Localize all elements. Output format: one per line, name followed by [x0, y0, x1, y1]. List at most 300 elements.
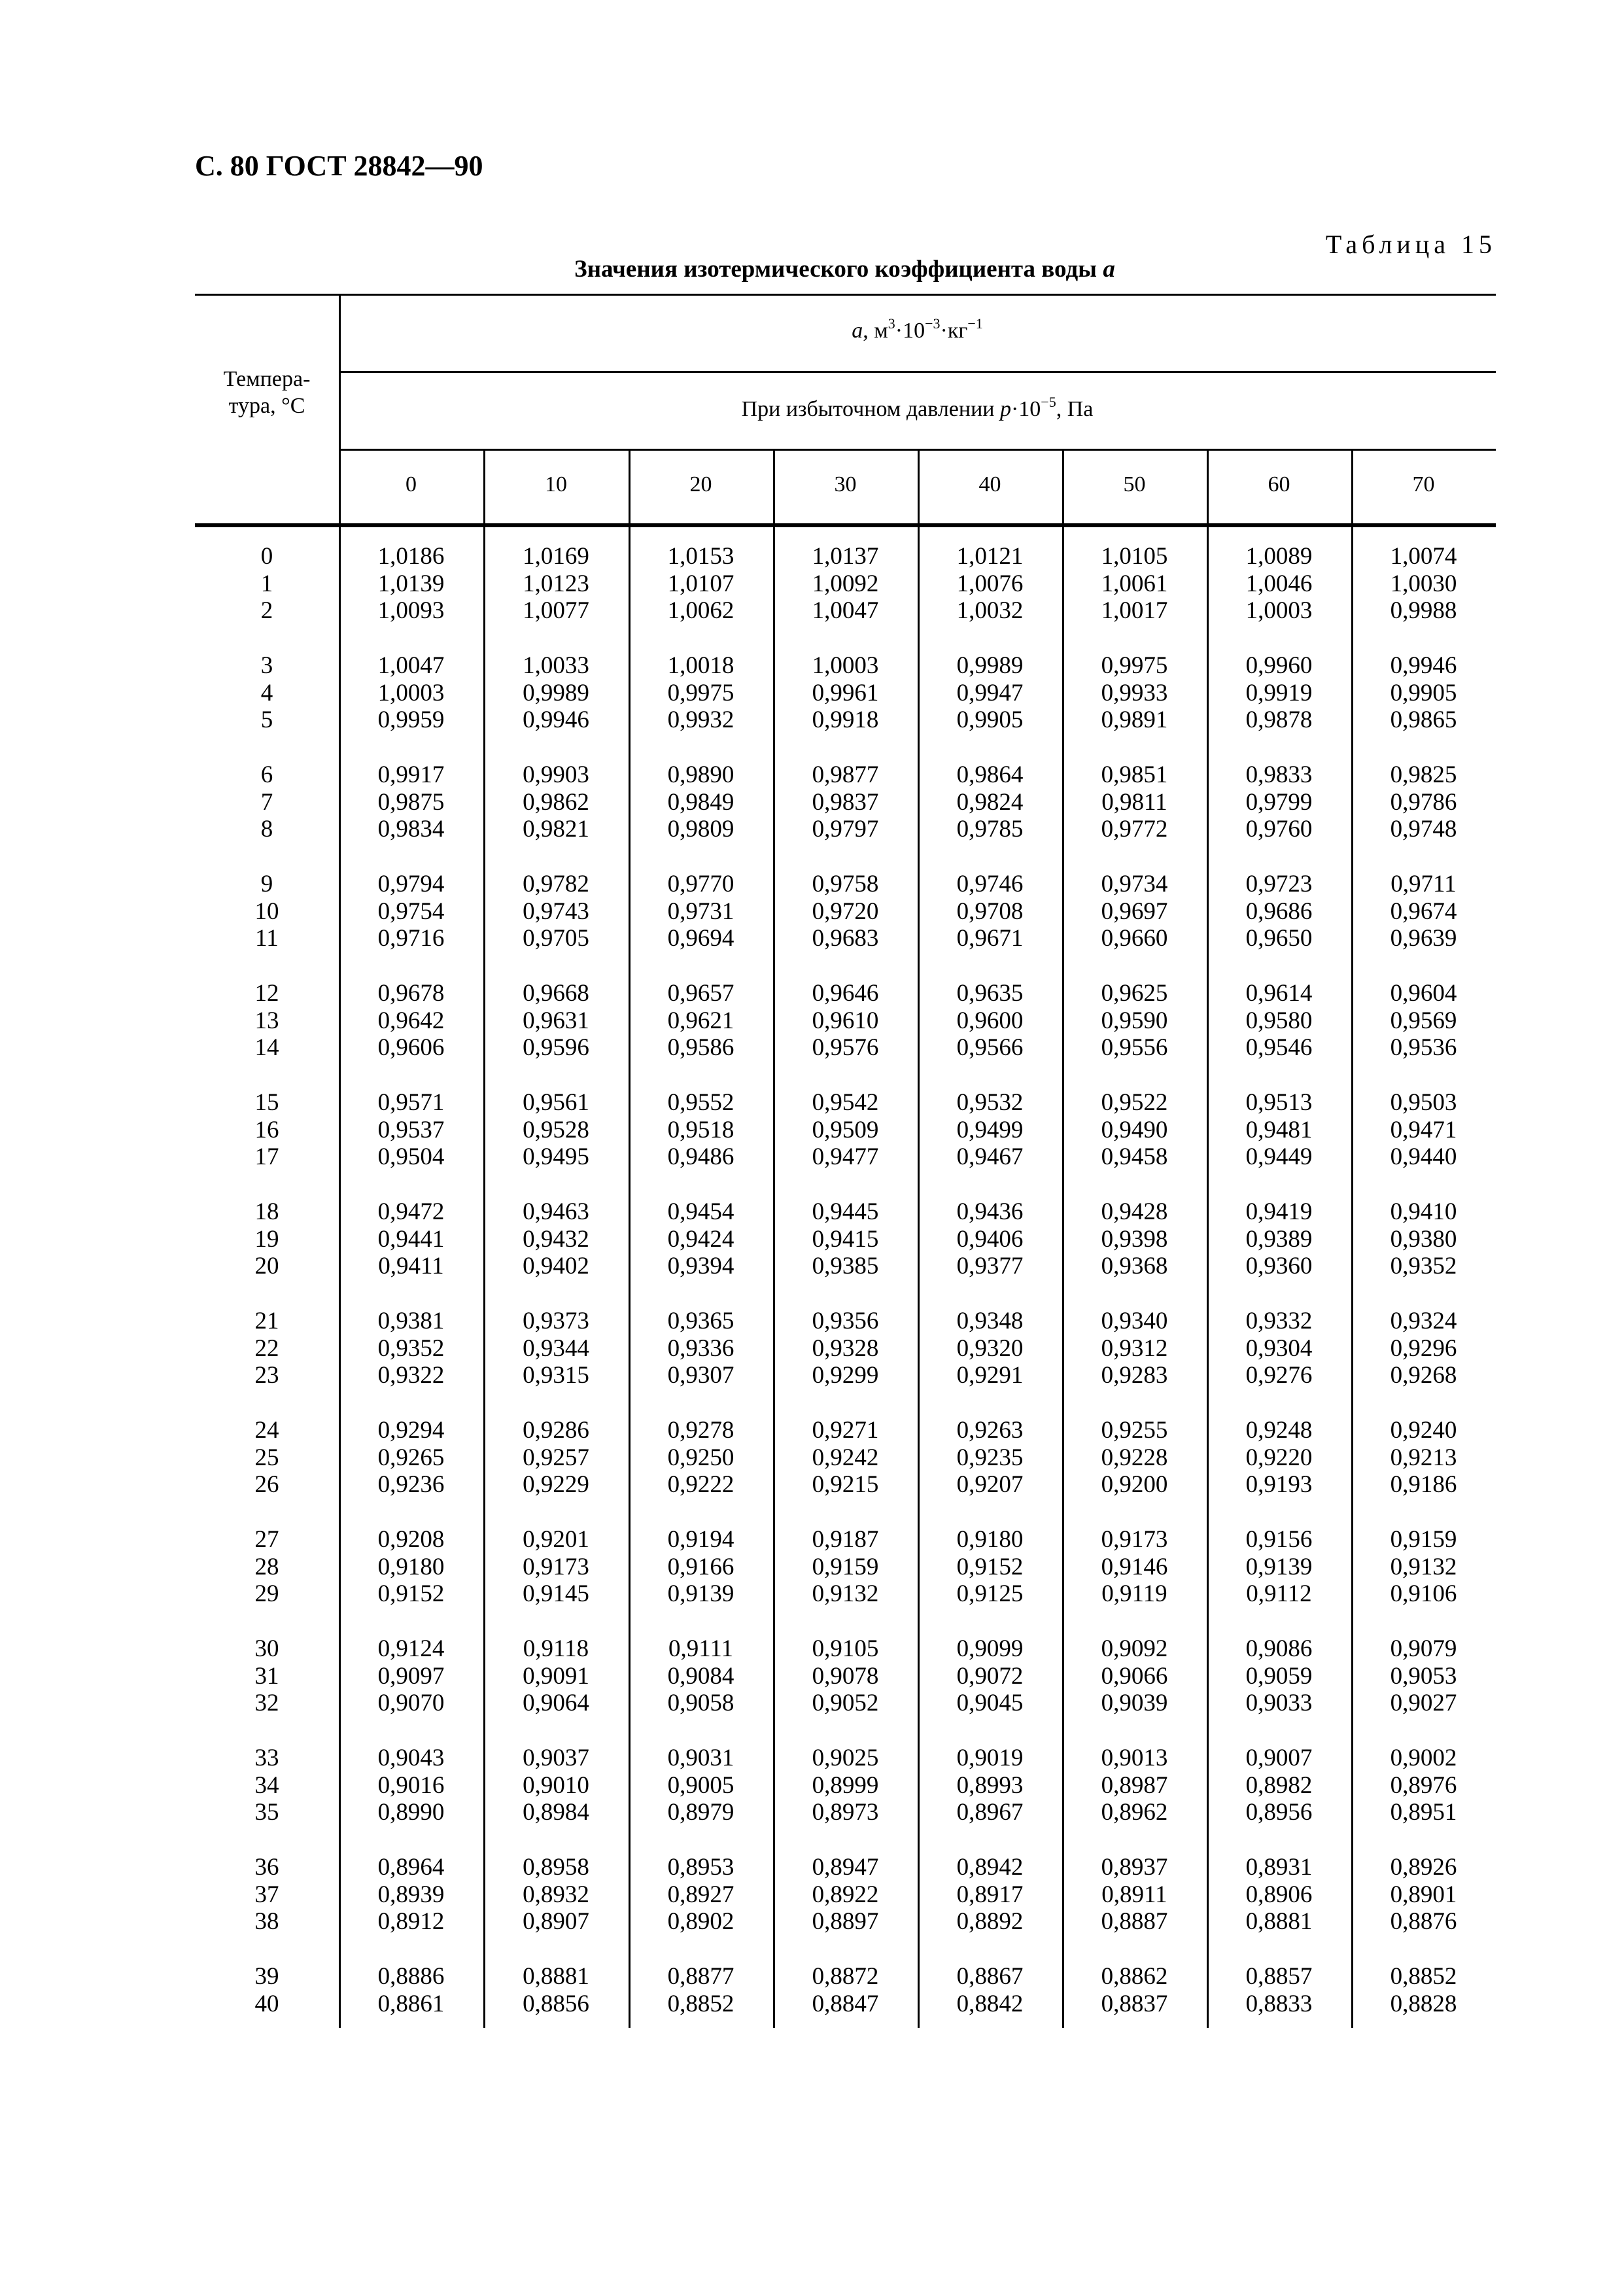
value-cell: 0,9933 — [1101, 679, 1168, 706]
value-cell: 0,9723 — [1245, 871, 1313, 897]
row-group — [339, 1963, 483, 2072]
row-group — [629, 1417, 773, 1526]
row-group — [918, 1963, 1062, 2072]
temperature-cell: 19 — [254, 1225, 279, 1253]
value-cell: 0,9045 — [956, 1690, 1024, 1717]
value-cell: 0,9222 — [667, 1471, 734, 1499]
value-cell: 0,9458 — [1101, 1143, 1168, 1171]
value-cell: 0,9903 — [523, 761, 589, 788]
value-cell: 0,8892 — [956, 1908, 1024, 1936]
row-group — [195, 1963, 339, 2072]
value-cell: 0,9294 — [377, 1417, 445, 1444]
row-group — [773, 1417, 918, 1526]
value-cell: 0,9278 — [667, 1417, 734, 1444]
row-group — [195, 1745, 339, 1854]
pressure-column — [483, 543, 629, 2072]
row-group — [195, 1635, 339, 1745]
temperature-cell: 27 — [254, 1526, 279, 1553]
value-cell: 0,9975 — [1101, 652, 1168, 679]
value-cell: 0,9419 — [1245, 1198, 1313, 1225]
value-cell: 0,9296 — [1390, 1334, 1457, 1362]
row-group — [1207, 1745, 1351, 1854]
temperature-cell: 21 — [254, 1308, 279, 1334]
value-cell: 0,9743 — [523, 897, 589, 925]
value-cell: 0,9657 — [667, 980, 734, 1007]
row-group — [483, 1526, 629, 1635]
row-group — [339, 652, 483, 761]
temperature-cell: 31 — [254, 1662, 279, 1690]
row-group — [195, 1089, 339, 1198]
value-cell: 0,9905 — [1390, 679, 1457, 706]
row-group — [1062, 1417, 1207, 1526]
value-cell: 0,9159 — [1390, 1526, 1457, 1553]
value-cell: 0,9132 — [1390, 1553, 1457, 1580]
value-cell: 0,9091 — [523, 1662, 589, 1690]
value-cell: 0,9201 — [523, 1526, 589, 1553]
value-cell: 0,9410 — [1390, 1198, 1457, 1225]
temperature-cell: 40 — [254, 1990, 279, 2017]
row-group — [1207, 652, 1351, 761]
header-bottom-rule — [195, 523, 1496, 527]
value-cell: 0,9428 — [1101, 1198, 1168, 1225]
value-cell: 0,9917 — [377, 761, 445, 788]
temperature-cell: 15 — [254, 1089, 279, 1116]
value-cell: 0,9834 — [377, 816, 445, 843]
value-cell: 0,9380 — [1390, 1225, 1457, 1253]
value-cell: 0,9010 — [523, 1771, 589, 1799]
value-cell: 0,9139 — [1245, 1553, 1313, 1580]
page-header: С. 80 ГОСТ 28842—90 — [195, 150, 483, 182]
value-cell: 0,9546 — [1245, 1034, 1313, 1062]
value-cell: 0,9441 — [377, 1225, 445, 1253]
row-group — [1062, 1854, 1207, 1963]
value-cell: 0,9646 — [812, 980, 879, 1007]
value-cell: 0,9495 — [523, 1143, 589, 1171]
row-group — [629, 871, 773, 980]
pressure-part: ·10 — [1011, 397, 1041, 421]
row-group — [483, 980, 629, 1089]
row-group — [773, 1526, 918, 1635]
value-cell: 0,8932 — [523, 1881, 589, 1908]
value-cell: 0,9463 — [523, 1198, 589, 1225]
row-group — [773, 1854, 918, 1963]
unit-part: ·10 — [895, 319, 925, 343]
value-cell: 0,9145 — [523, 1580, 589, 1608]
value-cell: 0,9072 — [956, 1662, 1024, 1690]
value-cell: 0,8901 — [1390, 1881, 1457, 1908]
value-cell: 0,9276 — [1245, 1362, 1313, 1389]
row-group — [1351, 1854, 1496, 1963]
row-group — [1351, 1089, 1496, 1198]
value-cell: 0,9596 — [523, 1034, 589, 1062]
value-cell: 0,9946 — [1390, 652, 1457, 679]
value-cell: 0,9079 — [1390, 1635, 1457, 1662]
value-cell: 0,8990 — [377, 1799, 445, 1826]
value-cell: 0,9821 — [523, 816, 589, 843]
value-cell: 0,9671 — [956, 925, 1024, 952]
value-cell: 0,9207 — [956, 1471, 1024, 1499]
value-cell: 0,9111 — [668, 1635, 733, 1662]
value-cell: 0,9746 — [956, 871, 1024, 897]
pressure-col-header: 30 — [834, 472, 857, 496]
value-cell: 1,0018 — [667, 652, 734, 679]
value-cell: 0,8927 — [667, 1881, 734, 1908]
value-cell: 0,9365 — [667, 1308, 734, 1334]
value-cell: 0,9385 — [812, 1253, 879, 1280]
value-cell: 0,9058 — [667, 1690, 734, 1717]
pressure-col-header: 0 — [406, 472, 417, 496]
pressure-col-header: 20 — [689, 472, 712, 496]
value-cell: 1,0089 — [1245, 543, 1313, 570]
value-cell: 0,9711 — [1391, 871, 1457, 897]
value-cell: 0,9064 — [523, 1690, 589, 1717]
value-cell: 0,9961 — [812, 679, 879, 706]
row-group — [483, 1745, 629, 1854]
value-cell: 0,9705 — [523, 925, 589, 952]
value-cell: 0,9255 — [1101, 1417, 1168, 1444]
value-cell: 0,8947 — [812, 1854, 879, 1881]
temperature-cell: 20 — [254, 1253, 279, 1280]
value-cell: 0,9173 — [1101, 1526, 1168, 1553]
value-cell: 0,9019 — [956, 1745, 1024, 1771]
value-cell: 1,0047 — [377, 652, 445, 679]
value-cell: 0,9989 — [523, 679, 589, 706]
temperature-cell: 11 — [255, 925, 279, 952]
value-cell: 0,8939 — [377, 1881, 445, 1908]
value-cell: 0,9086 — [1245, 1635, 1313, 1662]
row-group — [195, 1198, 339, 1308]
value-cell: 0,9052 — [812, 1690, 879, 1717]
value-cell: 1,0003 — [1245, 597, 1313, 625]
temperature-cell: 32 — [254, 1690, 279, 1717]
row-group — [629, 1745, 773, 1854]
temperature-cell: 25 — [254, 1444, 279, 1471]
value-cell: 0,9146 — [1101, 1553, 1168, 1580]
temperature-cell: 36 — [254, 1854, 279, 1881]
value-cell: 0,9536 — [1390, 1034, 1457, 1062]
value-cell: 0,9173 — [523, 1553, 589, 1580]
value-cell: 0,8964 — [377, 1854, 445, 1881]
value-cell: 0,9092 — [1101, 1635, 1168, 1662]
row-group — [339, 980, 483, 1089]
value-cell: 0,9486 — [667, 1143, 734, 1171]
row-group — [773, 1308, 918, 1417]
row-group — [483, 543, 629, 652]
row-group — [1351, 761, 1496, 871]
value-cell: 0,9975 — [667, 679, 734, 706]
row-group — [339, 1526, 483, 1635]
temperature-cell: 8 — [260, 816, 273, 843]
value-cell: 0,8911 — [1101, 1881, 1167, 1908]
row-group — [339, 1417, 483, 1526]
value-cell: 0,8951 — [1390, 1799, 1457, 1826]
unit-exp: 3 — [888, 315, 895, 332]
row-group — [918, 1308, 1062, 1417]
value-cell: 1,0186 — [377, 543, 445, 570]
value-cell: 0,9112 — [1246, 1580, 1312, 1608]
value-cell: 0,9263 — [956, 1417, 1024, 1444]
value-cell: 0,9650 — [1245, 925, 1313, 952]
row-group — [629, 652, 773, 761]
row-group — [918, 980, 1062, 1089]
value-cell: 0,8862 — [1101, 1963, 1168, 1990]
value-cell: 0,9610 — [812, 1007, 879, 1034]
value-cell: 0,9481 — [1245, 1116, 1313, 1143]
value-cell: 0,8852 — [667, 1990, 734, 2017]
value-cell: 0,9037 — [523, 1745, 589, 1771]
temperature-cell: 23 — [254, 1362, 279, 1389]
value-cell: 0,9097 — [377, 1662, 445, 1690]
value-cell: 0,9352 — [377, 1334, 445, 1362]
row-group — [629, 761, 773, 871]
row-group — [1062, 1745, 1207, 1854]
row-group — [773, 1635, 918, 1745]
value-cell: 0,8881 — [1245, 1908, 1313, 1936]
value-cell: 0,9590 — [1101, 1007, 1168, 1034]
row-group — [918, 1417, 1062, 1526]
value-cell: 0,9472 — [377, 1198, 445, 1225]
value-cell: 0,8917 — [956, 1881, 1024, 1908]
unit-part: , м — [863, 319, 888, 343]
pressure-col-header: 50 — [1123, 472, 1146, 496]
value-cell: 0,9220 — [1245, 1444, 1313, 1471]
value-cell: 0,9124 — [377, 1635, 445, 1662]
value-cell: 0,8956 — [1245, 1799, 1313, 1826]
value-cell: 0,9635 — [956, 980, 1024, 1007]
value-cell: 0,9445 — [812, 1198, 879, 1225]
value-cell: 0,9348 — [956, 1308, 1024, 1334]
value-cell: 0,9312 — [1101, 1334, 1168, 1362]
row-group — [629, 1089, 773, 1198]
row-group — [339, 543, 483, 652]
value-cell: 0,9449 — [1245, 1143, 1313, 1171]
value-cell: 0,8999 — [812, 1771, 879, 1799]
value-cell: 0,9328 — [812, 1334, 879, 1362]
value-cell: 1,0076 — [956, 570, 1024, 597]
value-cell: 0,9394 — [667, 1253, 734, 1280]
row-group — [918, 1854, 1062, 1963]
value-cell: 0,9340 — [1101, 1308, 1168, 1334]
value-cell: 1,0061 — [1101, 570, 1168, 597]
value-cell: 1,0030 — [1390, 570, 1457, 597]
row-group — [918, 1635, 1062, 1745]
value-cell: 0,9877 — [812, 761, 879, 788]
value-cell: 0,8993 — [956, 1771, 1024, 1799]
value-cell: 0,8877 — [667, 1963, 734, 1990]
value-cell: 1,0074 — [1390, 543, 1457, 570]
value-cell: 0,9865 — [1390, 706, 1457, 734]
value-cell: 0,9716 — [377, 925, 445, 952]
row-group — [1062, 652, 1207, 761]
row-group — [1207, 980, 1351, 1089]
value-cell: 0,8837 — [1101, 1990, 1168, 2017]
value-cell: 1,0169 — [523, 543, 589, 570]
temperature-cell: 18 — [254, 1198, 279, 1225]
row-group — [1207, 1308, 1351, 1417]
pressure-header — [339, 394, 1496, 422]
value-cell: 0,9432 — [523, 1225, 589, 1253]
value-cell: 0,9786 — [1390, 788, 1457, 816]
row-group — [1351, 1963, 1496, 2072]
row-group — [195, 543, 339, 652]
caption-symbol: a — [1103, 256, 1115, 283]
value-cell: 0,9569 — [1390, 1007, 1457, 1034]
temperature-cell: 33 — [254, 1745, 279, 1771]
value-cell: 1,0017 — [1101, 597, 1168, 625]
caption-text: Значения изотермического коэффициента воды — [574, 256, 1097, 283]
pressure-col-header: 70 — [1412, 472, 1435, 496]
value-cell: 0,9556 — [1101, 1034, 1168, 1062]
row-group — [1207, 543, 1351, 652]
temperature-cell: 3 — [260, 652, 273, 679]
value-cell: 0,9905 — [956, 706, 1024, 734]
value-cell: 0,9490 — [1101, 1116, 1168, 1143]
value-cell: 1,0105 — [1101, 543, 1168, 570]
value-cell: 0,9642 — [377, 1007, 445, 1034]
temperature-cell: 29 — [254, 1580, 279, 1608]
value-cell: 0,9257 — [523, 1444, 589, 1471]
value-cell: 0,8872 — [812, 1963, 879, 1990]
temperature-cell: 17 — [254, 1143, 279, 1171]
value-cell: 0,9625 — [1101, 980, 1168, 1007]
temperature-cell: 39 — [254, 1963, 279, 1990]
unit-header — [339, 315, 1496, 343]
value-cell: 0,9007 — [1245, 1745, 1313, 1771]
value-cell: 0,9356 — [812, 1308, 879, 1334]
pressure-symbol: p — [999, 397, 1011, 421]
value-cell: 0,9504 — [377, 1143, 445, 1171]
value-cell: 0,9240 — [1390, 1417, 1457, 1444]
row-group — [483, 652, 629, 761]
value-cell: 0,9398 — [1101, 1225, 1168, 1253]
value-cell: 0,8937 — [1101, 1854, 1168, 1881]
value-cell: 1,0032 — [956, 597, 1024, 625]
temperature-cell: 7 — [260, 788, 273, 816]
value-cell: 0,8922 — [812, 1881, 879, 1908]
value-cell: 0,9837 — [812, 788, 879, 816]
row-group — [1062, 871, 1207, 980]
value-cell: 0,9415 — [812, 1225, 879, 1253]
value-cell: 1,0033 — [523, 652, 589, 679]
value-cell: 0,9862 — [523, 788, 589, 816]
row-group — [918, 871, 1062, 980]
row-group — [773, 1198, 918, 1308]
value-cell: 0,9322 — [377, 1362, 445, 1389]
row-group — [195, 761, 339, 871]
row-group — [1062, 1635, 1207, 1745]
value-cell: 0,9373 — [523, 1308, 589, 1334]
value-cell: 0,9208 — [377, 1526, 445, 1553]
value-cell: 0,9878 — [1245, 706, 1313, 734]
temperature-cell: 16 — [254, 1116, 279, 1143]
value-cell: 0,9522 — [1101, 1089, 1168, 1116]
value-cell: 0,9678 — [377, 980, 445, 1007]
value-cell: 0,9304 — [1245, 1334, 1313, 1362]
row-group — [1207, 871, 1351, 980]
value-cell: 0,9180 — [956, 1526, 1024, 1553]
value-cell: 0,9352 — [1390, 1253, 1457, 1280]
value-cell: 0,8856 — [523, 1990, 589, 2017]
value-cell: 0,8906 — [1245, 1881, 1313, 1908]
value-cell: 0,9782 — [523, 871, 589, 897]
value-cell: 0,9518 — [667, 1116, 734, 1143]
table-caption — [0, 255, 1624, 283]
value-cell: 0,9002 — [1390, 1745, 1457, 1771]
value-cell: 0,9499 — [956, 1116, 1024, 1143]
value-cell: 0,9604 — [1390, 980, 1457, 1007]
unit-exp: −3 — [925, 315, 941, 332]
value-cell: 0,8867 — [956, 1963, 1024, 1990]
temperature-cell: 14 — [254, 1034, 279, 1062]
value-cell: 0,9039 — [1101, 1690, 1168, 1717]
value-cell: 0,9947 — [956, 679, 1024, 706]
temperature-header-line1: Темпера- — [223, 367, 311, 391]
temperature-cell: 5 — [260, 706, 273, 734]
value-cell: 0,9720 — [812, 897, 879, 925]
row-group — [339, 1089, 483, 1198]
temperature-cell: 2 — [260, 597, 273, 625]
value-cell: 0,9586 — [667, 1034, 734, 1062]
value-cell: 0,9851 — [1101, 761, 1168, 788]
value-cell: 0,9105 — [812, 1635, 879, 1662]
value-cell: 0,9291 — [956, 1362, 1024, 1389]
value-cell: 0,8979 — [667, 1799, 734, 1826]
value-cell: 0,9919 — [1245, 679, 1313, 706]
value-cell: 0,9631 — [523, 1007, 589, 1034]
value-cell: 0,9016 — [377, 1771, 445, 1799]
value-cell: 0,9436 — [956, 1198, 1024, 1225]
value-cell: 0,9228 — [1101, 1444, 1168, 1471]
row-group — [1207, 1854, 1351, 1963]
value-cell: 0,9031 — [667, 1745, 734, 1771]
row-group — [195, 871, 339, 980]
row-group — [629, 1526, 773, 1635]
value-cell: 0,9864 — [956, 761, 1024, 788]
row-group — [1207, 1526, 1351, 1635]
row-group — [483, 871, 629, 980]
value-cell: 0,8984 — [523, 1799, 589, 1826]
row-group — [773, 761, 918, 871]
row-group — [195, 980, 339, 1089]
row-group — [918, 1089, 1062, 1198]
row-group — [339, 1635, 483, 1745]
value-cell: 0,8953 — [667, 1854, 734, 1881]
value-cell: 0,8842 — [956, 1990, 1024, 2017]
value-cell: 0,8982 — [1245, 1771, 1313, 1799]
row-group — [1351, 1526, 1496, 1635]
pressure-column — [1351, 543, 1496, 2072]
row-group — [195, 652, 339, 761]
value-cell: 0,9697 — [1101, 897, 1168, 925]
value-cell: 0,9794 — [377, 871, 445, 897]
row-group — [1351, 871, 1496, 980]
value-cell: 0,9402 — [523, 1253, 589, 1280]
value-cell: 0,9754 — [377, 897, 445, 925]
value-cell: 0,9268 — [1390, 1362, 1457, 1389]
value-cell: 0,9440 — [1390, 1143, 1457, 1171]
value-cell: 0,9606 — [377, 1034, 445, 1062]
value-cell: 0,8857 — [1245, 1963, 1313, 1990]
value-cell: 0,9194 — [667, 1526, 734, 1553]
value-cell: 0,9799 — [1245, 788, 1313, 816]
value-cell: 0,9186 — [1390, 1471, 1457, 1499]
row-group — [1207, 1089, 1351, 1198]
row-group — [918, 1526, 1062, 1635]
value-cell: 0,9532 — [956, 1089, 1024, 1116]
unit-exp: −1 — [967, 315, 983, 332]
value-cell: 0,9187 — [812, 1526, 879, 1553]
row-group — [918, 1198, 1062, 1308]
